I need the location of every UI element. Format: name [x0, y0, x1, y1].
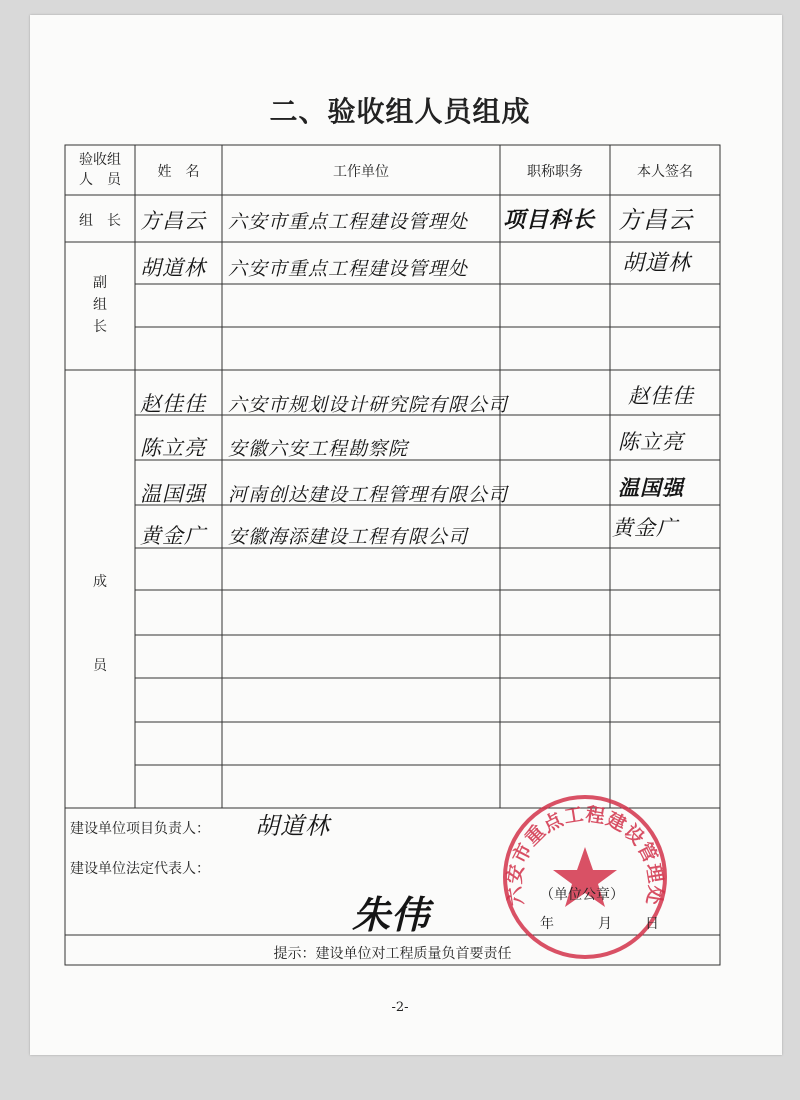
header-role	[65, 150, 135, 190]
role-member	[65, 540, 135, 708]
role-member-char-1: 成	[93, 574, 107, 590]
page-number: -2-	[391, 1000, 409, 1015]
header-position: 职称职务	[527, 164, 583, 180]
role-member-char-2: 员	[93, 658, 107, 674]
legal-rep-signature: 朱伟	[352, 893, 431, 937]
seal-text: 六安市重点工程建设管理处	[503, 803, 667, 908]
role-deputy-leader	[65, 272, 135, 338]
role-deputy-char-1: 副	[93, 275, 107, 291]
legal-rep-label: 建设单位法定代表人：	[70, 861, 210, 877]
leader-signature: 方昌云	[618, 206, 693, 234]
date-year: 年	[540, 916, 554, 932]
header-signature: 本人签名	[637, 164, 693, 180]
deputy-name: 胡道林	[140, 256, 206, 280]
page-title: 二、验收组人员组成	[269, 95, 531, 128]
leader-name: 方昌云	[140, 209, 206, 233]
role-leader: 组 长	[79, 213, 121, 229]
header-unit: 工作单位	[333, 164, 389, 180]
member-1-signature: 赵佳佳	[628, 384, 694, 408]
date-day: 日	[645, 916, 659, 932]
member-4-unit: 安徽海添建设工程有限公司	[228, 526, 469, 548]
role-deputy-char-2: 组	[93, 297, 107, 313]
member-2-signature: 陈立亮	[618, 430, 684, 454]
deputy-signature: 胡道林	[622, 251, 692, 276]
member-4-name: 黄金广	[140, 524, 206, 548]
header-role-line1: 验收组	[79, 152, 121, 168]
member-1-unit: 六安市规划设计研究院有限公司	[228, 394, 509, 416]
member-4-signature: 黄金广	[612, 516, 678, 540]
footer-note: 提示：建设单位对工程质量负首要责任	[273, 946, 512, 962]
leader-unit: 六安市重点工程建设管理处	[228, 211, 469, 233]
member-2-unit: 安徽六安工程勘察院	[228, 438, 409, 460]
member-3-signature: 温国强	[618, 476, 684, 500]
header-name: 姓 名	[157, 164, 200, 180]
seal-label: （单位公章）	[540, 887, 624, 903]
deputy-unit: 六安市重点工程建设管理处	[228, 258, 469, 280]
official-seal-icon	[500, 792, 670, 962]
project-leader-label: 建设单位项目负责人：	[70, 821, 210, 837]
member-1-name: 赵佳佳	[140, 392, 206, 416]
header-role-line2: 人 员	[79, 172, 121, 188]
member-3-unit: 河南创达建设工程管理有限公司	[228, 484, 509, 506]
member-3-name: 温国强	[140, 482, 206, 506]
project-leader-signature: 胡道林	[255, 812, 330, 840]
member-2-name: 陈立亮	[140, 436, 206, 460]
date-month: 月	[598, 916, 612, 932]
leader-position: 项目科长	[503, 208, 596, 233]
role-deputy-char-3: 长	[93, 319, 107, 335]
